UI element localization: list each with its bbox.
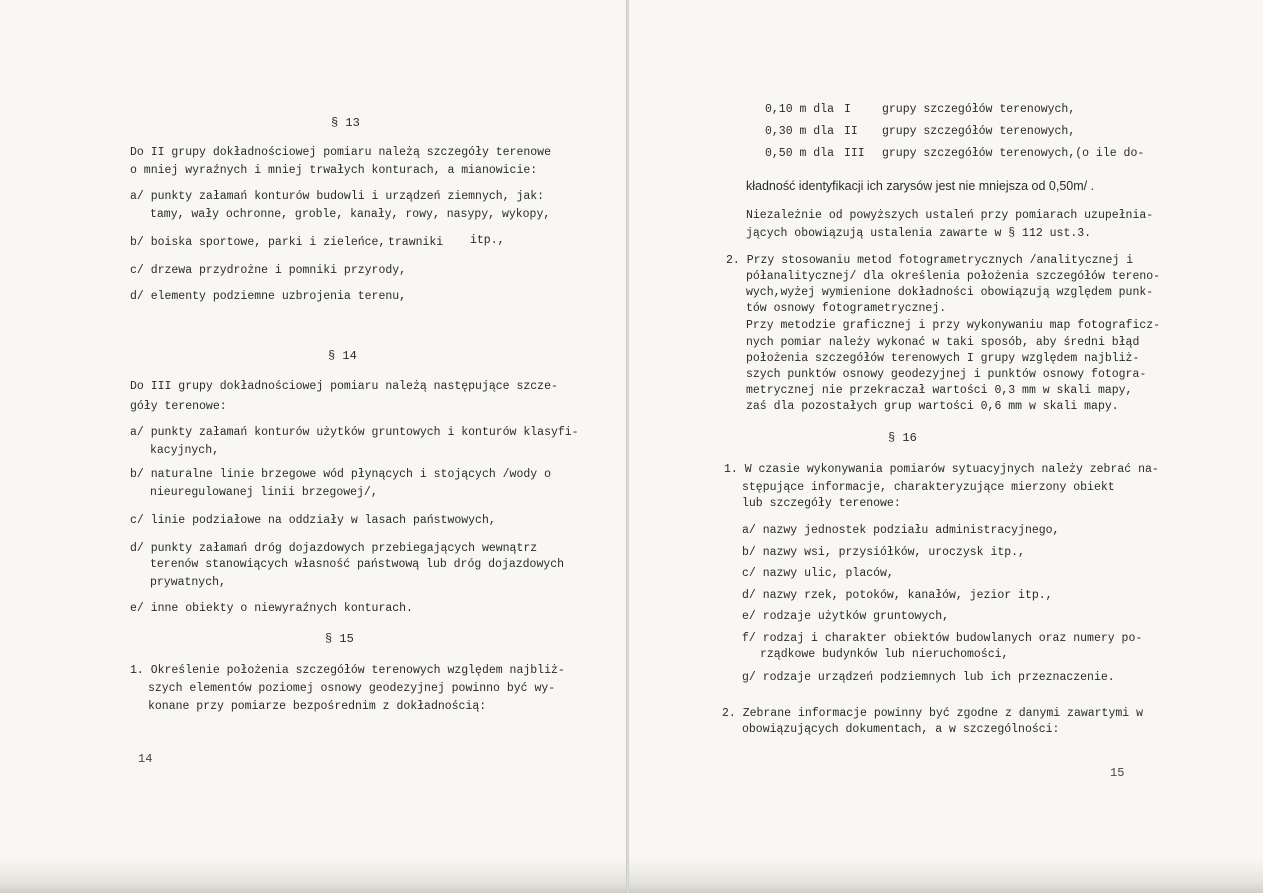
s14-item-b-line2: nieuregulowanej linii brzegowej/, [150, 486, 378, 499]
s14-item-a-line1: a/ punkty załamań konturów użytków gruntowych i konturów klasyfi- [130, 426, 579, 439]
s13-item-c: c/ drzewa przydrożne i pomniki przyrody, [130, 264, 407, 277]
s16-p1-line: lub szczegóły terenowe: [742, 497, 901, 510]
tolerance-group: III [844, 147, 865, 160]
tolerance-continuation: kładność identyfikacji ich zarysów jest nie mniejsza od 0,50m/ . [746, 179, 1095, 193]
p2-line: szych punktów osnowy geodezyjnej i punktów osnowy fotogra- [746, 368, 1147, 381]
s16-list-item: e/ rodzaje użytków gruntowych, [742, 610, 950, 623]
tolerance-text: grupy szczegółów terenowych, [882, 103, 1076, 116]
s16-p1-line: stępujące informacje, charakteryzujące mierzony obiekt [742, 481, 1115, 494]
s14-item-a-line2: kacyjnych, [150, 444, 220, 457]
s14-intro-line1: Do III grupy dokładnościowej pomiaru należą następujące szcze- [130, 380, 558, 393]
s13-item-a-line2: tamy, wały ochronne, groble, kanały, rowy, nasypy, wykopy, [150, 208, 551, 221]
s14-item-b-line1: b/ naturalne linie brzegowe wód płynących i stojących /wody o [130, 468, 551, 481]
right-page [629, 0, 1263, 893]
s13-item-a-line1: a/ punkty załamań konturów budowli i urządzeń ziemnych, jak: [130, 190, 545, 203]
tolerance-group: II [844, 125, 858, 138]
s13-intro-line2: o mniej wyraźnych i mniej trwałych konturach, a mianowicie: [130, 164, 538, 177]
section-14-heading: § 14 [328, 349, 357, 363]
page-number-right: 15 [1110, 766, 1125, 780]
s15-p1-line1: 1. Określenie położenia szczegółów terenowych względem najbliż- [130, 664, 565, 677]
s16-p1-line: 1. W czasie wykonywania pomiarów sytuacyjnych należy zebrać na- [724, 463, 1159, 476]
tolerance-value: 0,10 m dla [765, 103, 835, 116]
p2-line: zaś dla pozostałych grup wartości 0,6 mm w skali mapy. [746, 400, 1119, 413]
s13-item-b-extra: trawniki [388, 236, 444, 249]
s16-list-item: f/ rodzaj i charakter obiektów budowlanych oraz numery po- [742, 632, 1143, 645]
s16-list-item: rządkowe budynków lub nieruchomości, [760, 648, 1009, 661]
tolerance-value: 0,30 m dla [765, 125, 835, 138]
s16-p2-line: 2. Zebrane informacje powinny być zgodne z danymi zawartymi w [722, 707, 1143, 720]
s16-list-item: b/ nazwy wsi, przysiółków, uroczysk itp., [742, 546, 1025, 559]
p2-line: metrycznej nie przekraczał wartości 0,3 mm w skali mapy, [746, 384, 1133, 397]
tolerance-text: grupy szczegółów terenowych, [882, 125, 1076, 138]
s14-item-c: c/ linie podziałowe na oddziały w lasach państwowych, [130, 514, 496, 527]
tolerance-value: 0,50 m dla [765, 147, 835, 160]
s13-item-b-itp: itp., [470, 234, 505, 247]
tolerance-text: grupy szczegółów terenowych,(o ile do- [882, 147, 1145, 160]
s13-intro-line1: Do II grupy dokładnościowej pomiaru należą szczegóły terenowe [130, 146, 551, 159]
section-16-heading: § 16 [888, 431, 917, 445]
s14-item-e: e/ inne obiekty o niewyraźnych konturach. [130, 602, 413, 615]
page-shadow [0, 859, 626, 893]
independent-line2: jących obowiązują ustalenia zawarte w § 112 ust.3. [746, 227, 1092, 240]
left-page [0, 0, 626, 893]
p2-line: 2. Przy stosowaniu metod fotogrametrycznych /analitycznej i [726, 254, 1134, 267]
s16-list-item: a/ nazwy jednostek podziału administracyjnego, [742, 524, 1060, 537]
section-15-heading: § 15 [325, 632, 354, 646]
s14-intro-line2: góły terenowe: [130, 400, 227, 413]
page-shadow [629, 859, 1263, 893]
s14-item-d-line1: d/ punkty załamań dróg dojazdowych przebiegających wewnątrz [130, 542, 538, 555]
p2-line: półanalitycznej/ dla określenia położenia szczegółów tereno- [746, 270, 1161, 283]
s15-p1-line2: szych elementów poziomej osnowy geodezyjnej powinno być wy- [148, 682, 556, 695]
s13-item-d: d/ elementy podziemne uzbrojenia terenu, [130, 290, 407, 303]
s14-item-d-line2: terenów stanowiących własność państwową lub dróg dojazdowych [150, 558, 565, 571]
s14-item-d-line3: prywatnych, [150, 576, 226, 589]
page-number-left: 14 [138, 752, 153, 766]
s13-item-b: b/ boiska sportowe, parki i zieleńce, [130, 236, 386, 249]
p2-line: położenia szczegółów terenowych I grupy względem najbliż- [746, 352, 1140, 365]
s16-list-item: g/ rodzaje urządzeń podziemnych lub ich przeznaczenie. [742, 671, 1115, 684]
s16-p2-line: obowiązujących dokumentach, a w szczególności: [742, 723, 1060, 736]
p2-line: wych,wyżej wymienione dokładności obowiązują względem punk- [746, 286, 1154, 299]
tolerance-group: I [844, 103, 851, 116]
p2-line: nych pomiar należy wykonać w taki sposób, aby średni błąd [746, 336, 1140, 349]
independent-line1: Niezależnie od powyższych ustaleń przy pomiarach uzupełnia- [746, 209, 1154, 222]
s16-list-item: d/ nazwy rzek, potoków, kanałów, jezior itp., [742, 589, 1053, 602]
p2-line: Przy metodzie graficznej i przy wykonywaniu map fotograficz- [746, 319, 1161, 332]
p2-line: tów osnowy fotogrametrycznej. [746, 302, 947, 315]
s16-list-item: c/ nazwy ulic, placów, [742, 567, 894, 580]
section-13-heading: § 13 [331, 116, 360, 130]
s15-p1-line3: konane przy pomiarze bezpośrednim z dokładnością: [148, 700, 487, 713]
